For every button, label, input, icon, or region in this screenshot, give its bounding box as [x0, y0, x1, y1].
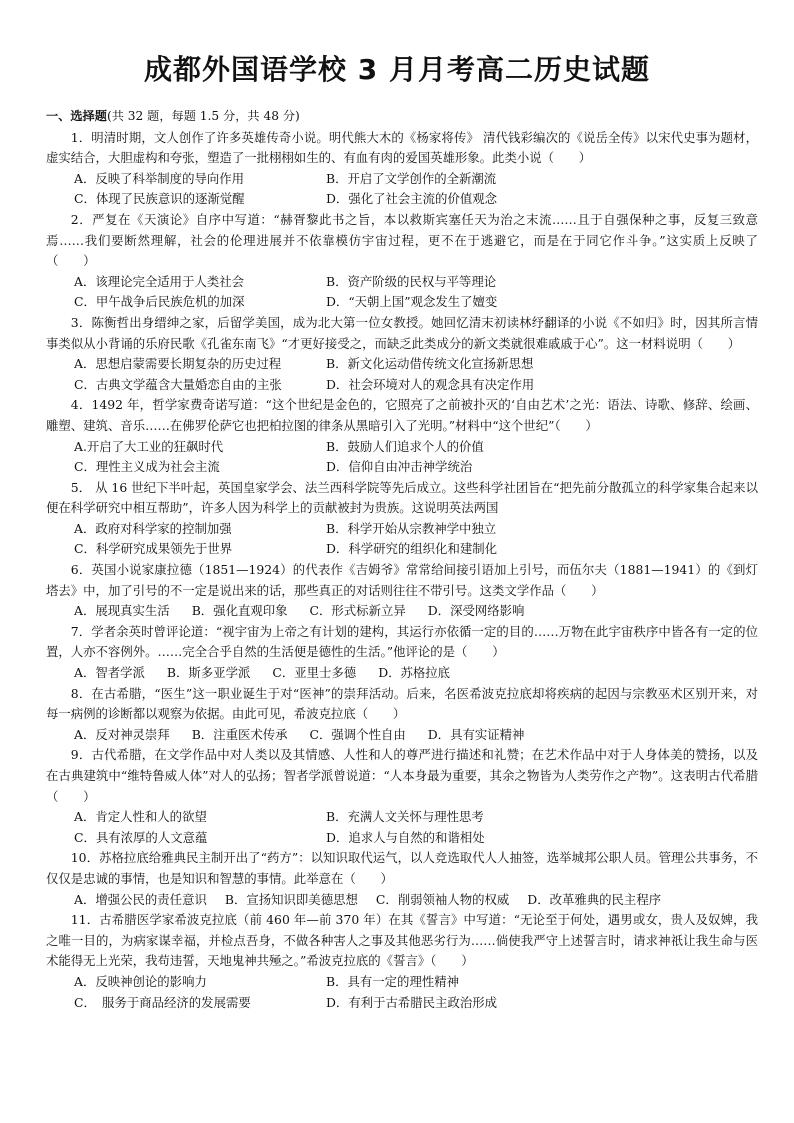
option-b: B．注重医术传承	[191, 726, 288, 742]
question-stem: 7．学者余英时曾评论道：“视宇宙为上帝之有计划的建构，其运行亦依循一定的目的……万物在此宇宙秩序中皆各有一定的位置，人亦不容例外。……完全合乎自然的生活便是德性的生活。”他评论的是（ ）	[46, 623, 758, 660]
option-c: C． 服务于商品经济的发展需要	[74, 994, 251, 1010]
question-stem: 2．严复在《天演论》自序中写道：“赫胥黎此书之旨，本以救斯宾塞任天为治之末流……且于自强保种之事，反复三致意焉……我们要断然理解，社会的伦理进展并不依靠模仿宇宙过程，更不在于逃避它，而是在于同它作斗争。”这实质上反映了（ ）	[46, 211, 758, 269]
option-a: A．政府对科学家的控制加强	[74, 520, 232, 536]
option-d: D．具有实证精神	[427, 726, 525, 742]
option-b: B．鼓励人们追求个人的价值	[326, 438, 484, 454]
option-c: C．具有浓厚的人文意蕴	[74, 829, 208, 845]
section-header	[46, 106, 758, 127]
option-c: C．削弱领袖人物的权威	[375, 891, 510, 907]
option-b: B．开启了文学创作的全新潮流	[326, 170, 497, 186]
option-c: C．古典文学蕴含大量婚恋自由的主张	[74, 376, 282, 392]
option-a: A．反映了科举制度的导向作用	[74, 170, 245, 186]
options	[46, 663, 758, 684]
question-7	[46, 622, 758, 684]
options	[46, 972, 758, 1013]
question-stem: 11．古希腊医学家希波克拉底（前 460 年—前 370 年）在其《誓言》中写道：“无论至于何处，遇男或女，贵人及奴婢，我之唯一目的，为病家谋幸福，并检点吾身，不做各种害人之事及其他恶劣行为……倘使我严守上述誓言时，请求神祇让我生命与医术能得无上光荣，我苟违誓，天地鬼神共殛之。”希波克拉底的《誓言》（ ）	[46, 912, 758, 969]
options	[46, 725, 758, 746]
options	[46, 519, 758, 560]
question-1	[46, 128, 758, 210]
option-b: B．宣扬知识即美德思想	[224, 891, 358, 907]
option-d: D．改革雅典的民主程序	[527, 891, 662, 907]
option-a: A．展现真实生活	[74, 603, 170, 619]
question-stem: 1．明清时期，文人创作了许多英雄传奇小说。明代熊大木的《杨家将传》 清代钱彩编次的《说岳全传》以宋代史事为题材，虚实结合，大胆虚构和夸张，塑造了一批栩栩如生的、有血有肉的爱国英雄形象。此类小说（ ）	[46, 129, 758, 166]
question-10	[46, 848, 758, 910]
option-d: D．“天朝上国”观念发生了嬗变	[326, 294, 498, 310]
options	[46, 272, 758, 313]
option-c: C．体现了民族意识的逐渐觉醒	[74, 191, 245, 207]
option-a: A．智者学派	[74, 665, 145, 681]
option-b: B．充满人文关怀与理性思考	[326, 809, 484, 825]
question-2	[46, 210, 758, 313]
question-9	[46, 745, 758, 848]
question-3	[46, 313, 758, 395]
option-d: D．有利于古希腊民主政治形成	[326, 994, 498, 1010]
question-stem: 4．1492 年，哲学家费奇诺写道：“这个世纪是金色的，它照亮了之前被扑灭的‘自由艺术’之光：语法、诗歌、修辞、绘画、雕塑、建筑、音乐……在佛罗伦萨它也把柏拉图的律条从黑暗引入了光明。”材料中“这个世纪”（ ）	[46, 397, 758, 433]
option-c: C．形式标新立异	[309, 603, 406, 619]
page-title: 成都外国语学校 3 月月考高二历史试题	[144, 53, 650, 86]
option-b: B．新文化运动借传统文化宣扬新思想	[326, 356, 534, 372]
question-8	[46, 684, 758, 746]
option-b: B．资产阶级的民权与平等理论	[326, 273, 497, 289]
option-c: C．亚里士多德	[272, 665, 357, 681]
question-stem: 3．陈衡哲出身缙绅之家，后留学美国，成为北大第一位女教授。她回忆清末初读林纾翻译的小说《不如归》时，因其所言情事类似从小背诵的乐府民歌《孔雀东南飞》“才更好接受之，而缺乏此类成分的新文类就很难戚戚于心”。这一材料说明（ ）	[46, 314, 758, 351]
question-4	[46, 395, 758, 477]
question-stem: 5． 从 16 世纪下半叶起，英国皇家学会、法兰西科学院等先后成立。这些科学社团旨在“把先前分散孤立的科学家集合起来以便在科学研究中相互帮助”，许多人因为科学上的贡献被封为贵族。这说明英法两国	[46, 479, 758, 516]
option-d: D．苏格拉底	[378, 665, 451, 681]
option-d: D．社会环境对人的观念具有决定作用	[326, 376, 535, 392]
option-d: D．强化了社会主流的价值观念	[326, 191, 498, 207]
options	[46, 437, 758, 478]
option-c: C．科学研究成果领先于世界	[74, 541, 233, 557]
section-label: 一、选择题	[46, 109, 107, 123]
option-a: A．增强公民的责任意识	[74, 891, 207, 907]
question-stem: 8．在古希腊，“医生”这一职业诞生于对“医神”的崇拜活动。后来，名医希波克拉底却将疾病的起因与宗教巫术区别开来，对每一病例的诊断都以观察为依据。由此可见，希波克拉底（ ）	[46, 685, 758, 722]
option-c: C．强调个性自由	[309, 726, 406, 742]
option-a: A．肯定人性和人的欲望	[74, 809, 207, 825]
option-c: C．理性主义成为社会主流	[74, 459, 220, 475]
question-stem: 9．古代希腊，在文学作品中对人类以及其情感、人性和人的尊严进行描述和礼赞；在艺术作品中对于人身体美的赞扬，以及在古典建筑中“维特鲁威人体”对人的弘扬；智者学派曾说道：“人本身最为重要，其余之物皆为人类劳作之产物”。这表明古代希腊（ ）	[46, 747, 758, 804]
section-note: (共 32 题，每题 1.5 分，共 48 分)	[106, 109, 300, 123]
option-d: D．科学研究的组织化和建制化	[326, 541, 498, 557]
options	[46, 601, 758, 622]
question-list	[46, 106, 758, 1013]
question-5	[46, 478, 758, 560]
options	[46, 169, 758, 210]
option-a: A．该理论完全适用于人类社会	[74, 273, 245, 289]
option-d: D．深受网络影响	[427, 603, 525, 619]
option-b: B．斯多亚学派	[166, 665, 251, 681]
question-stem: 10．苏格拉底给雅典民主制开出了“药方”：以知识取代运气，以人竞选取代人人抽签，选举城邦公职人员。管理公共事务，不仅仅是忠诚的事情，也是知识和智慧的事情。此举意在（ ）	[46, 850, 758, 886]
option-a: A.开启了大工业的狂飙时代	[74, 438, 224, 454]
options	[46, 354, 758, 395]
option-a: A．反对神灵崇拜	[74, 726, 170, 742]
option-b: B．具有一定的理性精神	[326, 973, 460, 989]
options	[46, 807, 758, 848]
option-c: C．甲午战争后民族危机的加深	[74, 294, 245, 310]
question-11	[46, 910, 758, 1013]
question-stem: 6．英国小说家康拉德（1851—1924）的代表作《吉姆爷》常常给间接引语加上引号，而伍尔夫（1881—1941）的《到灯塔去》中，加了引号的不一定是说出来的话，那些真正的对话则往往不带引号。这类文学作品（ ）	[46, 562, 758, 598]
option-d: D．追求人与自然的和谐相处	[326, 829, 485, 845]
question-6	[46, 560, 758, 622]
option-a: A．思想启蒙需要长期复杂的历史过程	[74, 356, 282, 372]
option-d: D．信仰自由冲击神学统治	[326, 459, 473, 475]
option-a: A．反映神创论的影响力	[74, 973, 207, 989]
option-b: B．强化直观印象	[191, 603, 288, 619]
option-b: B．科学开始从宗教神学中独立	[326, 520, 497, 536]
options	[46, 890, 758, 911]
